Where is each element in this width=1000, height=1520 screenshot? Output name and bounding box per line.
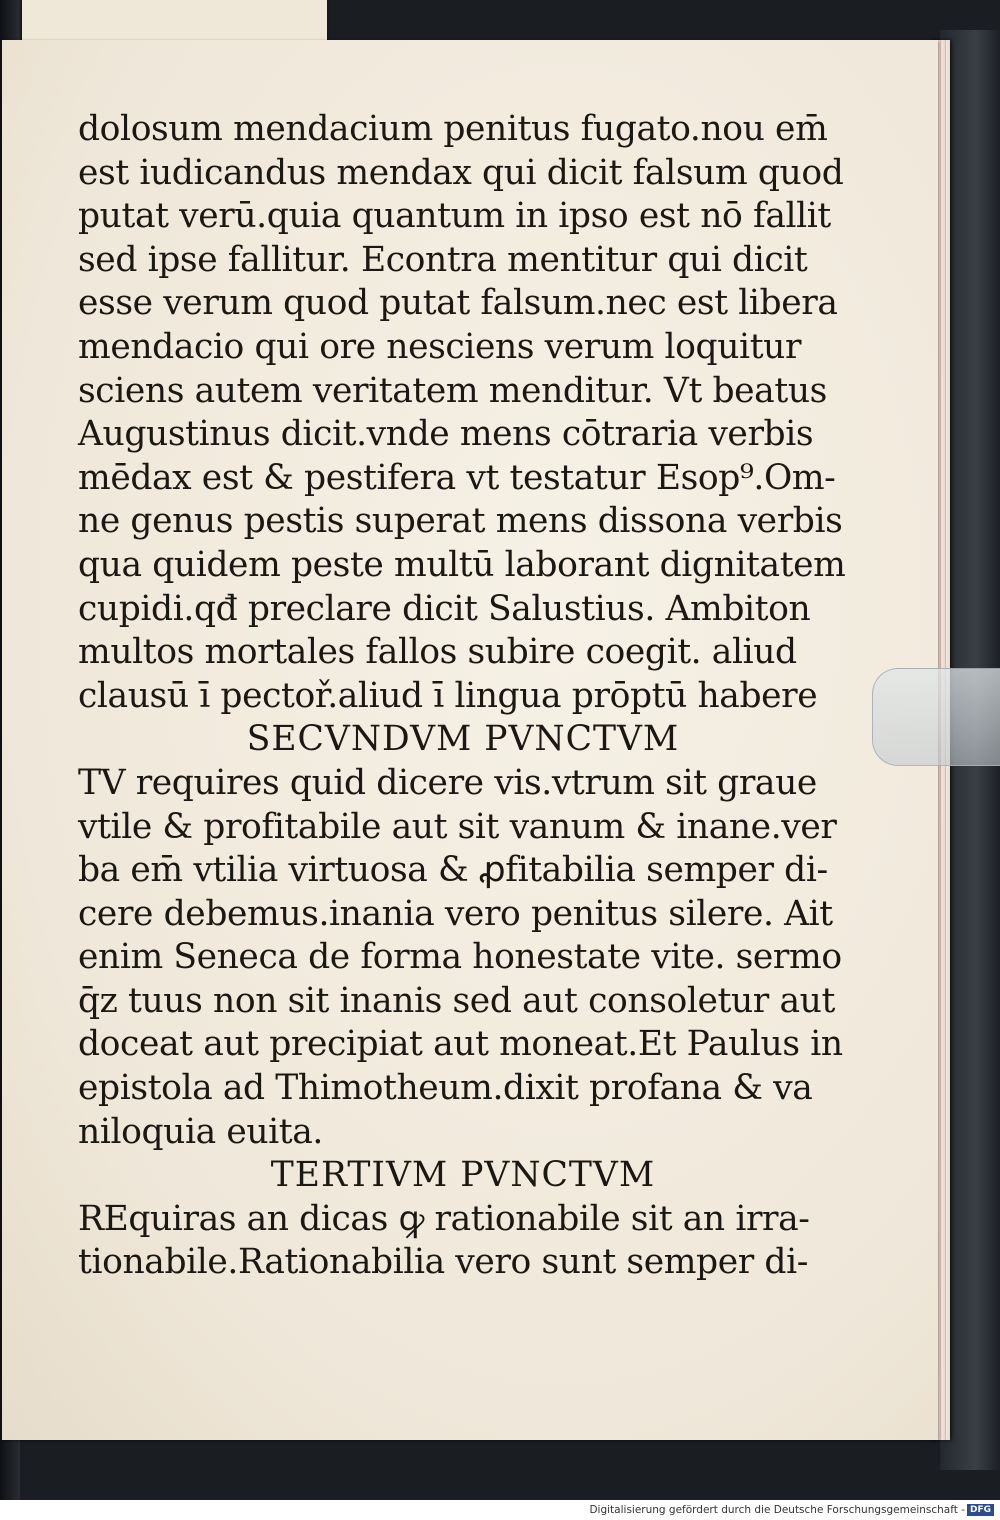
text-line: ba em̄ vtilia virtuosa & ꝓfitabilia semper di- <box>78 850 828 891</box>
text-line: multos mortales fallos subire coegit. aliud <box>78 632 797 673</box>
text-line: ne genus pestis superat mens dissona verbis <box>78 501 843 542</box>
text-line: Augustinus dicit.vnde mens cōtraria verbis <box>78 414 814 455</box>
text-line: qua quidem peste multū laborant dignitatem <box>78 544 846 585</box>
page-text <box>78 108 848 1285</box>
text-line: sed ipse fallitur. Econtra mentitur qui dicit <box>78 239 808 280</box>
transparent-bookmark-tab <box>872 668 1000 766</box>
text-line: niloquia euita. <box>78 1111 324 1152</box>
digitization-footer <box>0 1500 1000 1520</box>
text-line: tionabile.Rationabilia vero sunt semper di- <box>78 1242 808 1283</box>
text-line: doceat aut precipiat aut moneat.Et Paulus in <box>78 1024 843 1065</box>
text-line: cere debemus.inania vero penitus silere. Ait <box>78 893 833 934</box>
text-line: mendacio qui ore nesciens verum loquitur <box>78 326 802 367</box>
text-line: sciens autem veritatem menditur. Vt beatus <box>78 370 827 411</box>
section-heading-secundum: SECVNDVM PVNCTVM <box>246 719 680 760</box>
text-line: putat verū.quia quantum in ipso est nō fallit <box>78 196 831 237</box>
text-line: epistola ad Thimotheum.dixit profana & va <box>78 1068 813 1109</box>
dfg-logo-icon: DFG <box>967 1504 994 1516</box>
footer-credit-text: Digitalisierung gefördert durch die Deutsche Forschungsgemeinschaft - <box>589 1504 965 1516</box>
text-line: REquiras an dicas ꝙ rationabile sit an irra- <box>78 1198 810 1239</box>
text-line: cupidi.qđ preclare dicit Salustius. Ambiton <box>78 588 811 629</box>
text-line: dolosum mendacium penitus fugato.nou em̄ <box>78 109 828 149</box>
text-line: est iudicandus mendax qui dicit falsum quod <box>78 152 844 193</box>
text-line: enim Seneca de forma honestate vite. sermo <box>78 937 842 978</box>
section-heading-tertium: TERTIVM PVNCTVM <box>270 1155 656 1196</box>
text-line: esse verum quod putat falsum.nec est libera <box>78 283 838 324</box>
text-line: vtile & profitabile aut sit vanum & inane.ver <box>78 806 837 847</box>
text-line: clausū ī pectoř.aliud ī lingua prōptū habere <box>78 675 818 716</box>
text-line: mēdax est & pestifera vt testatur Esop⁹.Om- <box>78 457 836 498</box>
text-line: TV requires quid dicere vis.vtrum sit graue <box>78 762 817 803</box>
text-line: q̄z tuus non sit inanis sed aut consoletur aut <box>78 980 835 1021</box>
